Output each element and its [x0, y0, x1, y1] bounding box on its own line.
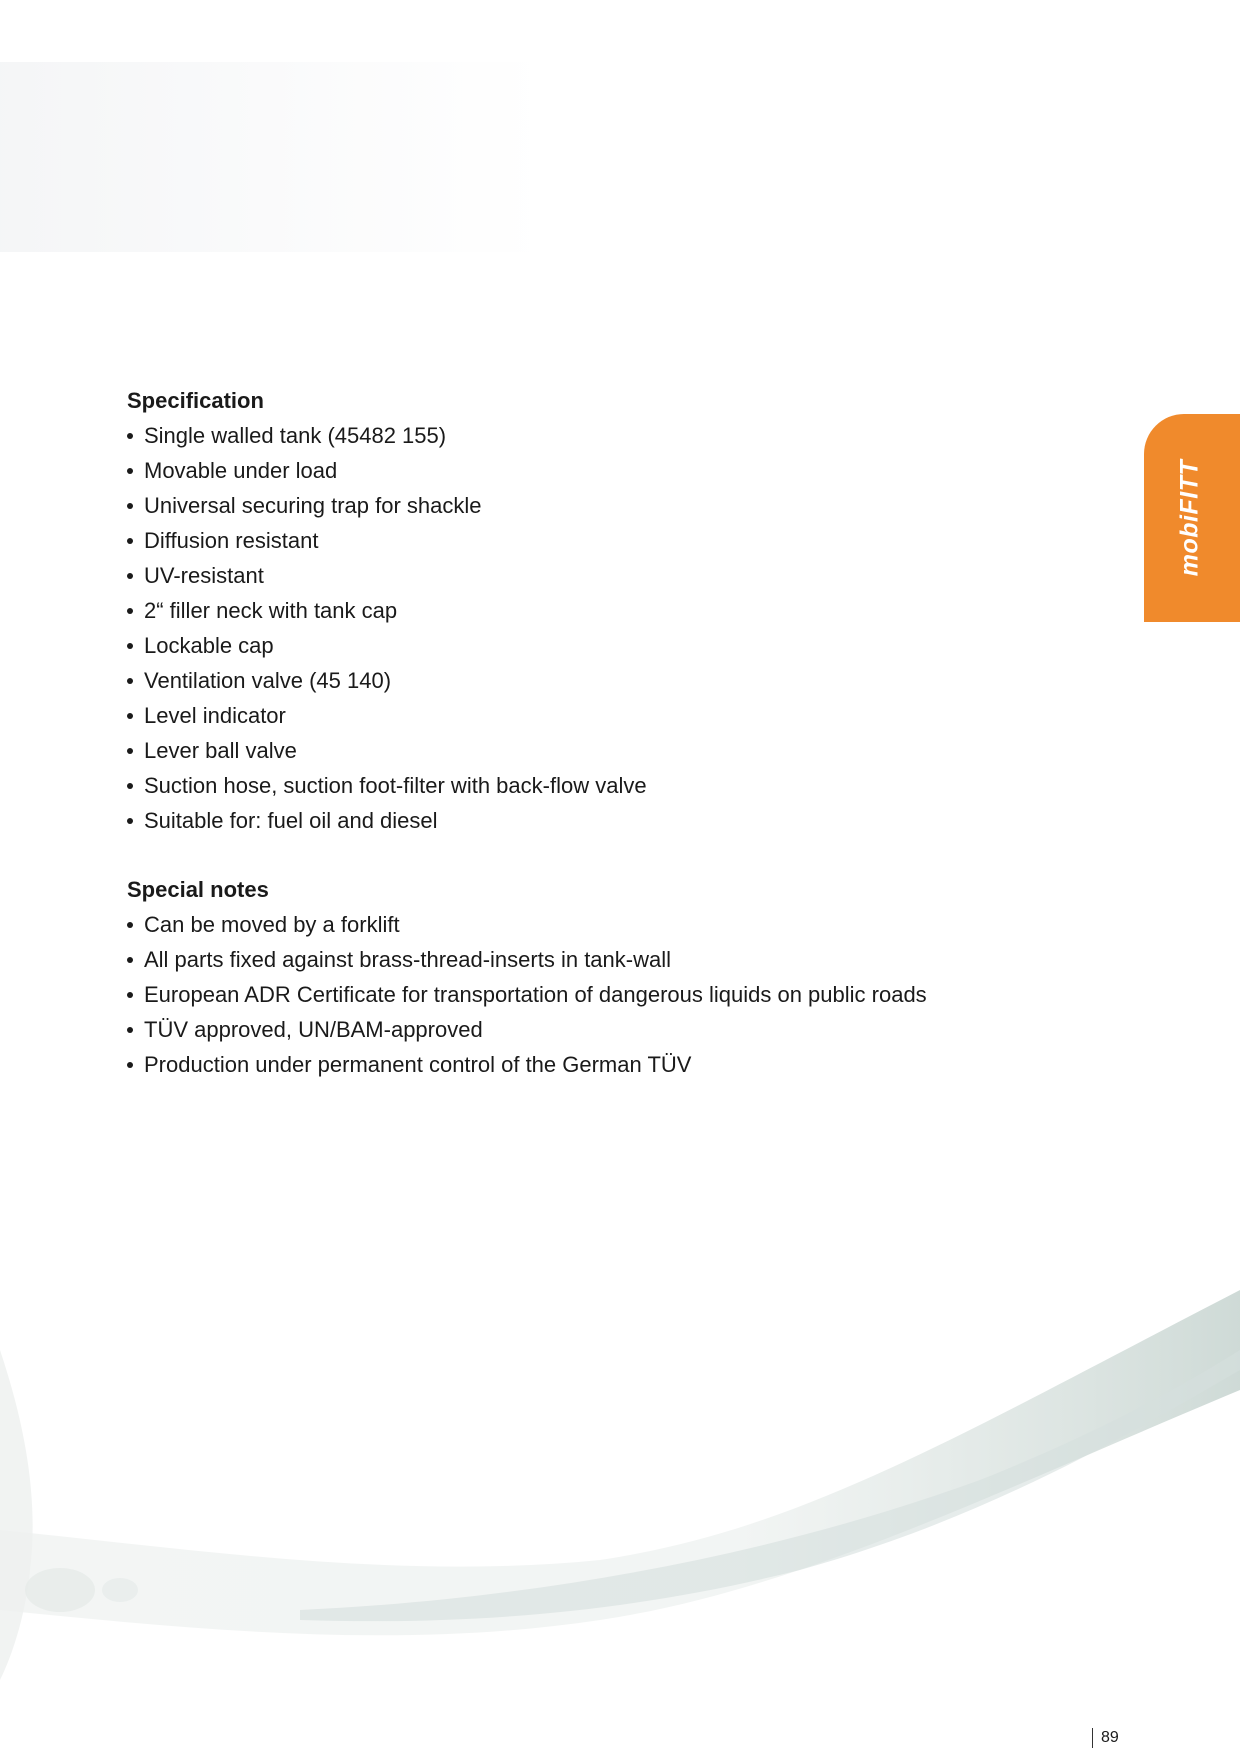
list-item: Production under permanent control of the German TÜV	[127, 1047, 1027, 1082]
bullet-icon	[127, 1062, 133, 1068]
bullet-icon	[127, 818, 133, 824]
list-item: Level indicator	[127, 698, 1027, 733]
bullet-icon	[127, 538, 133, 544]
bullet-icon	[127, 468, 133, 474]
top-background-fade	[0, 62, 545, 252]
list-item: Lever ball valve	[127, 733, 1027, 768]
list-item: Movable under load	[127, 453, 1027, 488]
content-column	[127, 384, 1027, 1082]
list-item: UV-resistant	[127, 558, 1027, 593]
bullet-icon	[127, 922, 133, 928]
list-item: Ventilation valve (45 140)	[127, 663, 1027, 698]
page-number: 89	[1092, 1728, 1119, 1748]
list-item: TÜV approved, UN/BAM-approved	[127, 1012, 1027, 1047]
bullet-icon	[127, 748, 133, 754]
bullet-icon	[127, 992, 133, 998]
list-item: Can be moved by a forklift	[127, 907, 1027, 942]
list-item: All parts fixed against brass-thread-inserts in tank-wall	[127, 942, 1027, 977]
list-item: Suitable for: fuel oil and diesel	[127, 803, 1027, 838]
specification-section	[127, 384, 1027, 838]
bullet-icon	[127, 713, 133, 719]
list-item: Diffusion resistant	[127, 523, 1027, 558]
list-item: Suction hose, suction foot-filter with back-flow valve	[127, 768, 1027, 803]
list-item: Universal securing trap for shackle	[127, 488, 1027, 523]
list-item: Lockable cap	[127, 628, 1027, 663]
side-tab-label: mobiFITT	[1175, 459, 1204, 577]
bullet-icon	[127, 433, 133, 439]
bullet-icon	[127, 503, 133, 509]
bullet-icon	[127, 1027, 133, 1033]
specification-list	[127, 418, 1027, 838]
bullet-icon	[127, 573, 133, 579]
water-splash-background	[0, 1230, 1240, 1754]
list-item: 2“ filler neck with tank cap	[127, 593, 1027, 628]
specification-heading: Specification	[127, 388, 264, 413]
bullet-icon	[127, 957, 133, 963]
bullet-icon	[127, 608, 133, 614]
bullet-icon	[127, 643, 133, 649]
special-notes-section	[127, 873, 1027, 1082]
bullet-icon	[127, 783, 133, 789]
list-item: European ADR Certificate for transportation of dangerous liquids on public roads	[127, 977, 1027, 1012]
special-notes-heading: Special notes	[127, 877, 269, 902]
list-item: Single walled tank (45482 155)	[127, 418, 1027, 453]
bullet-icon	[127, 678, 133, 684]
special-notes-list	[127, 907, 1027, 1082]
